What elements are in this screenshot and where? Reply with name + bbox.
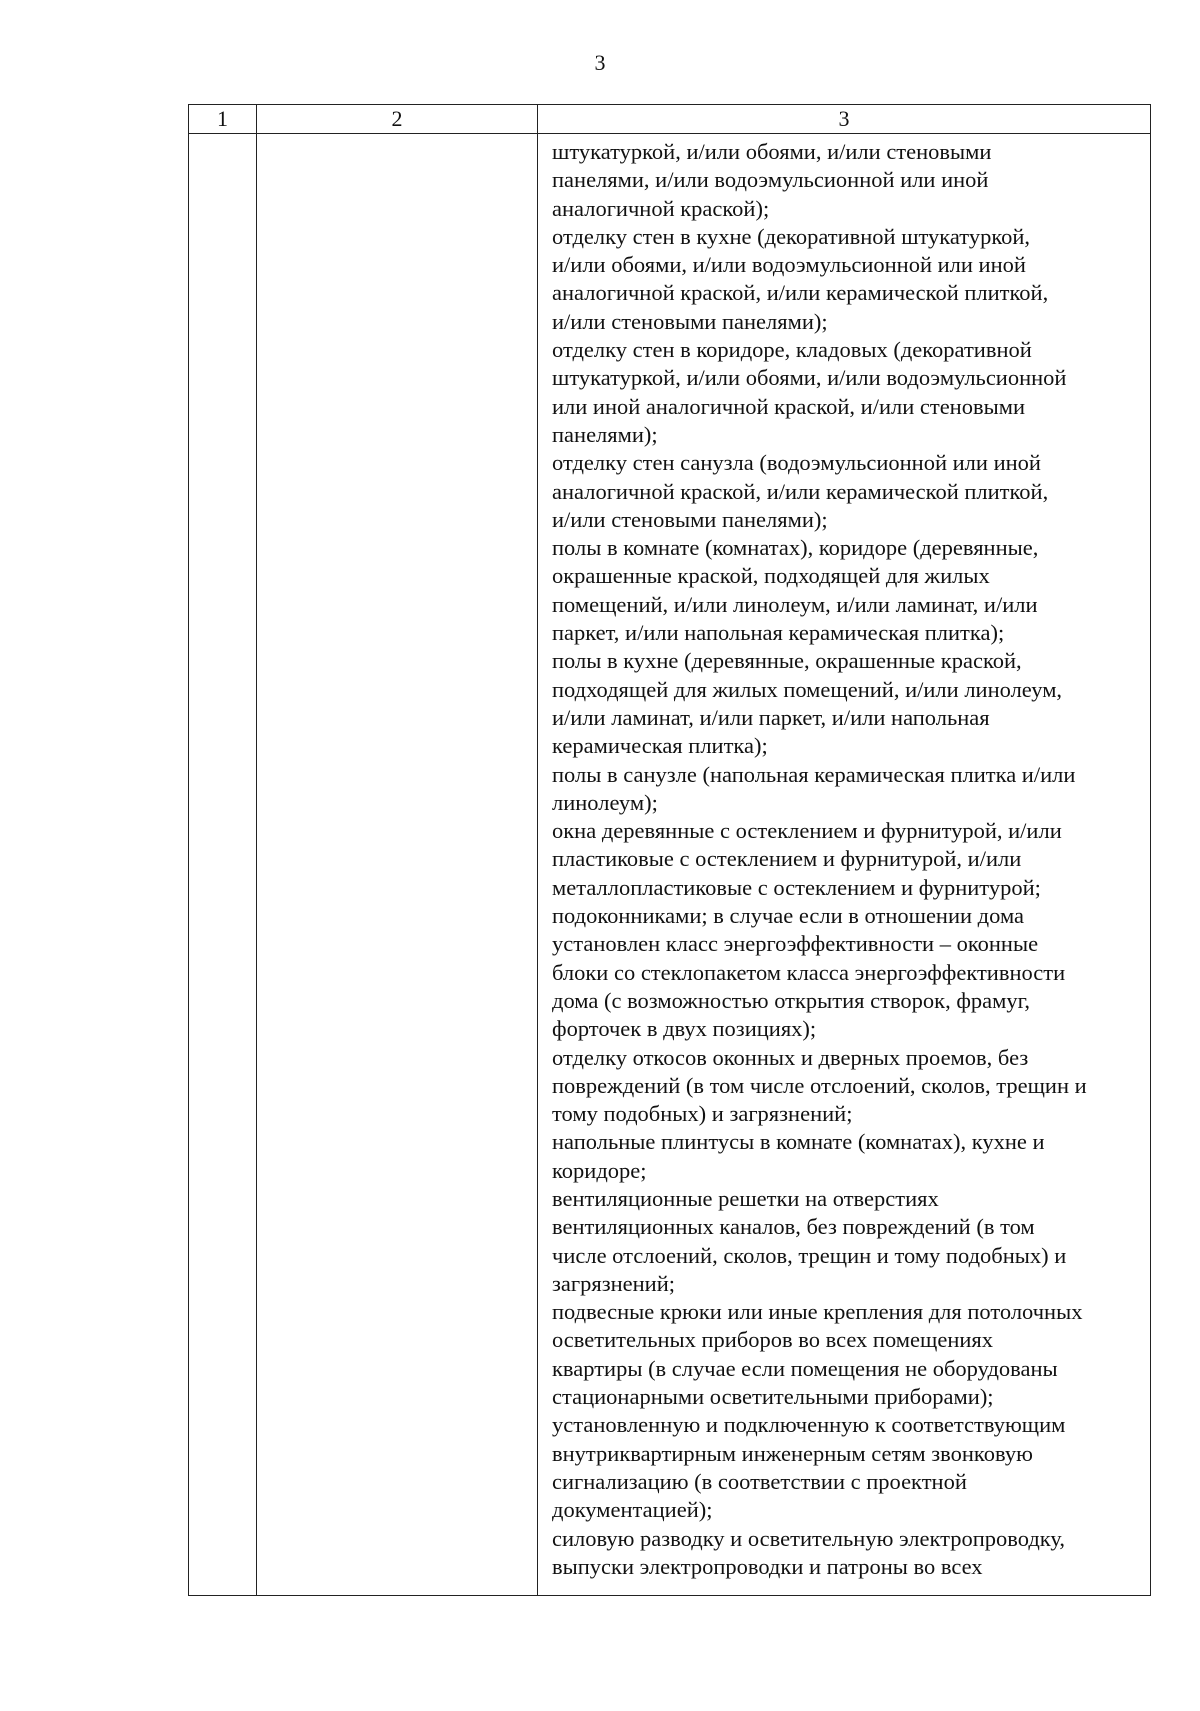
text-line: силовую разводку и осветительную электропроводку, <box>552 1525 1066 1551</box>
text-line: вентиляционные решетки на отверстиях <box>552 1185 939 1211</box>
text-line: или иной аналогичной краской, и/или стеновыми <box>552 393 1025 419</box>
page-number: 3 <box>594 50 606 75</box>
text-line: тому подобных) и загрязнений; <box>552 1101 853 1127</box>
text-line: внутриквартирным инженерным сетям звонковую <box>552 1440 1033 1466</box>
text-line: пластиковые с остеклением и фурнитурой, и/или <box>552 846 1022 872</box>
text-line: коридоре; <box>552 1157 647 1183</box>
text-line: квартиры (в случае если помещения не оборудованы <box>552 1355 1058 1381</box>
text-line: панелями); <box>552 421 658 447</box>
text-line: подходящей для жилых помещений, и/или линолеум, <box>552 676 1063 702</box>
text-line: подоконниками; в случае если в отношении дома <box>552 903 1025 929</box>
text-line: помещений, и/или линолеум, и/или ламинат, и/или <box>552 591 1038 617</box>
text-line: и/или стеновыми панелями); <box>552 308 828 334</box>
text-line: аналогичной краской); <box>552 195 770 221</box>
text-line: установлен класс энергоэффективности – оконные <box>552 931 1039 957</box>
text-line: полы в кухне (деревянные, окрашенные краской, <box>552 648 1022 674</box>
table-header-row <box>189 105 1151 134</box>
text-line: дома (с возможностью открытия створок, фрамуг, <box>552 987 1030 1013</box>
text-line: аналогичной краской, и/или керамической плиткой, <box>552 280 1049 306</box>
col3-text <box>538 134 1150 1581</box>
text-line: осветительных приборов во всех помещениях <box>552 1327 994 1353</box>
text-line: документацией); <box>552 1497 713 1523</box>
column-header-1: 1 <box>189 105 257 134</box>
text-line: выпуски электропроводки и патроны во всех <box>552 1553 983 1579</box>
text-line: отделку откосов оконных и дверных проемов, без <box>552 1044 1029 1070</box>
text-line: паркет, и/или напольная керамическая плитка); <box>552 620 1005 646</box>
text-line: штукатуркой, и/или обоями, и/или водоэмульсионной <box>552 365 1067 391</box>
text-line: стационарными осветительными приборами); <box>552 1384 994 1410</box>
cell-col-2 <box>257 134 538 1596</box>
text-line: аналогичной краской, и/или керамической плиткой, <box>552 478 1049 504</box>
table-row <box>189 134 1151 1596</box>
text-line: штукатуркой, и/или обоями, и/или стеновыми <box>552 139 992 164</box>
text-line: сигнализацию (в соответствии с проектной <box>552 1468 967 1494</box>
text-line: и/или обоями, и/или водоэмульсионной или иной <box>552 252 1026 278</box>
text-line: керамическая плитка); <box>552 733 768 759</box>
text-line: отделку стен в коридоре, кладовых (декоративной <box>552 337 1032 363</box>
text-line: и/или ламинат, и/или паркет, и/или напольная <box>552 704 990 730</box>
text-line: форточек в двух позициях); <box>552 1016 817 1042</box>
text-line: окна деревянные с остеклением и фурнитурой, и/или <box>552 818 1062 844</box>
text-line: панелями, и/или водоэмульсионной или иной <box>552 167 989 193</box>
text-line: блоки со стеклопакетом класса энергоэффективности <box>552 959 1066 985</box>
text-line: и/или стеновыми панелями); <box>552 506 828 532</box>
text-line: подвесные крюки или иные крепления для потолочных <box>552 1299 1083 1325</box>
text-line: полы в комнате (комнатах), коридоре (деревянные, <box>552 535 1039 561</box>
text-line: окрашенные краской, подходящей для жилых <box>552 563 990 589</box>
text-line: загрязнений; <box>552 1270 675 1296</box>
column-header-3: 3 <box>538 105 1151 134</box>
text-line: линолеум); <box>552 789 658 815</box>
text-line: напольные плинтусы в комнате (комнатах), кухне и <box>552 1129 1045 1155</box>
document-table <box>188 104 1151 1596</box>
text-line: отделку стен санузла (водоэмульсионной или иной <box>552 450 1041 476</box>
text-line: установленную и подключенную к соответствующим <box>552 1412 1066 1438</box>
text-line: полы в санузле (напольная керамическая плитка и/или <box>552 761 1076 787</box>
text-line: вентиляционных каналов, без повреждений (в том <box>552 1214 1035 1240</box>
cell-col-3 <box>538 134 1151 1596</box>
text-line: повреждений (в том числе отслоений, сколов, трещин и <box>552 1072 1087 1098</box>
column-header-2: 2 <box>257 105 538 134</box>
text-line: числе отслоений, сколов, трещин и тому подобных) и <box>552 1242 1067 1268</box>
text-line: металлопластиковые с остеклением и фурнитурой; <box>552 874 1041 900</box>
text-line: отделку стен в кухне (декоративной штукатуркой, <box>552 223 1031 249</box>
cell-col-1 <box>189 134 257 1596</box>
